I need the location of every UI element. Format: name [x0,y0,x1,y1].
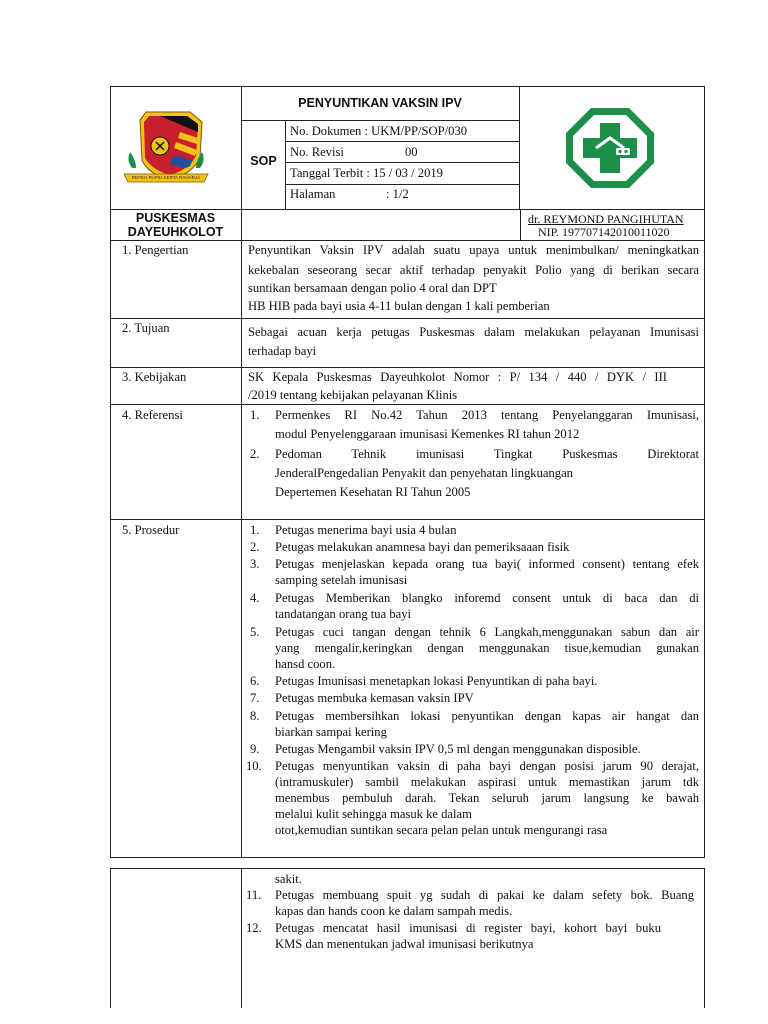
tanggal-terbit: Tanggal Terbit : 15 / 03 / 2019 [290,166,443,180]
prosedur-line: Petugas Imunisasi menetapkan lokasi Penyuntikan di paha bayi. [275,674,598,688]
logo-motto: REPEH RAPIH KERTA RAHARJA [131,175,201,180]
prosedur-line: Petugas cuci tangan dengan tehnik 6 Langkah,menggunakan sabun dan air [275,625,699,639]
prosedur-line: tandatangan orang tua bayi [275,607,412,621]
referensi-line: Pedoman Tehnik imunisasi Tingkat Puskesmas Direktorat [275,447,699,461]
prosedur-number: 4. [250,591,260,605]
referensi-number: 1. [250,408,260,422]
prosedur-number: 8. [250,709,260,723]
document-title: PENYUNTIKAN VAKSIN IPV [298,96,462,110]
continued-item-line: kapas dan hands coon ke dalam sampah medis. [275,904,513,918]
prosedur-number: 1. [250,523,260,537]
regency-logo [120,108,212,190]
prosedur-line: hansd coon. [275,657,336,671]
kebijakan-line: /2019 tentang kebijakan pelayanan Klinis [248,388,458,402]
section-label-tujuan: 2. Tujuan [122,321,170,335]
prosedur-line: yang mengalir,keringkan dengan menggunakan tisue,kemudian gunakan [275,641,699,655]
prosedur-line: Petugas menyuntikan vaksin di paha bayi dengan posisi jarum 90 derajat, [275,759,699,773]
prosedur-line: melalui kulit sehingga masuk ke dalam [275,807,472,821]
prosedur-line: samping setelah imunisasi [275,573,408,587]
section-label-prosedur: 5. Prosedur [122,523,180,537]
continued-number: 11. [246,888,262,902]
puskesmas-logo [564,106,656,190]
referensi-line: JenderalPengedalian Penyakit dan penyehatan lingkuangan [275,466,573,480]
prosedur-line: Petugas membuka kemasan vaksin IPV [275,691,474,705]
continued-line: sakit. [275,872,302,886]
prosedur-number: 9. [250,742,260,756]
puskesmas-name-line2: DAYEUHKOLOT [127,225,224,239]
referensi-line: modul Penyelenggaraan imunisasi Kemenkes RI tahun 2012 [275,427,580,441]
continued-item-line: Petugas membuang spuit yg sudah di pakai ke dalam sefety bok. Buang [275,888,694,902]
pengertian-line: Penyuntikan Vaksin IPV adalah suatu upaya untuk menimbulkan/ meningkatkan [248,243,699,257]
prosedur-line: Petugas Mengambil vaksin IPV 0,5 ml dengan menggunakan disposible. [275,742,641,756]
no-dokumen: No. Dokumen : UKM/PP/SOP/030 [290,124,468,138]
tujuan-line: Sebagai acuan kerja petugas Puskesmas dalam melakukan pelayanan Imunisasi [248,325,699,339]
prosedur-line: Petugas melakukan anamnesa bayi dan pemeriksaaan fisik [275,540,570,554]
prosedur-line: Petugas Memberikan blangko inforemd consent untuk di baca dan di [275,591,699,605]
continued-item-line: Petugas mencatat hasil imunisasi di register bayi, kohort bayi buku [275,921,661,935]
halaman-value: : 1/2 [386,187,409,201]
tujuan-line: terhadap bayi [248,344,317,358]
pengertian-line: kekebalan seseorang secar aktif terhadap penyakit Polio yang di berikan secara [248,263,699,277]
continued-item-line: KMS dan menentukan jadwal imunisasi berikutnya [275,937,534,951]
pengertian-line: suntikan bersamaan dengan polio 4 oral dan DPT [248,281,497,295]
prosedur-line: Petugas menerima bayi usia 4 bulan [275,523,457,537]
halaman-label: Halaman [290,187,336,201]
prosedur-line: Petugas membersihkan lokasi penyuntikan dengan kapas air hangat dan [275,709,699,723]
signer-nip: NIP. 197707142010011020 [538,225,670,239]
referensi-line: Depertemen Kesehatan RI Tahun 2005 [275,485,471,499]
continued-number: 12. [246,921,262,935]
prosedur-number: 3. [250,557,260,571]
referensi-number: 2. [250,447,260,461]
signer-name: dr. REYMOND PANGIHUTAN [528,212,684,226]
prosedur-number: 5. [250,625,260,639]
section-label-kebijakan: 3. Kebijakan [122,370,187,384]
prosedur-number: 6. [250,674,260,688]
prosedur-line: otot,kemudian suntikan secara pelan pelan untuk mengurangi rasa [275,823,608,837]
referensi-line: Permenkes RI No.42 Tahun 2013 tentang Penyelanggaran Imunisasi, [275,408,699,422]
section-label-pengertian: 1. Pengertian [122,243,189,257]
kebijakan-line: SK Kepala Puskesmas Dayeuhkolot Nomor : P/ 134 / 440 / DYK / III [248,370,667,384]
pengertian-line: HB HIB pada bayi usia 4-11 bulan dengan 1 kali pemberian [248,299,550,313]
prosedur-line: (intramuskuler) sambil melakukan aspirasi untuk memastikan jarum tdk [275,775,699,789]
sop-label: SOP [250,154,277,168]
prosedur-line: biarkan sampai kering [275,725,387,739]
prosedur-number: 7. [250,691,260,705]
no-revisi-value: 00 [405,145,418,159]
prosedur-line: menembus pembuluh darah. Tekan seluruh jarum langsung ke bawah [275,791,699,805]
section-label-referensi: 4. Referensi [122,408,183,422]
prosedur-number: 10. [246,759,262,773]
prosedur-line: Petugas menjelaskan kepada orang tua bayi( informed consent) tentang efek [275,557,699,571]
puskesmas-name-line1: PUSKESMAS [135,211,216,225]
prosedur-number: 2. [250,540,260,554]
no-revisi-label: No. Revisi [290,145,344,159]
